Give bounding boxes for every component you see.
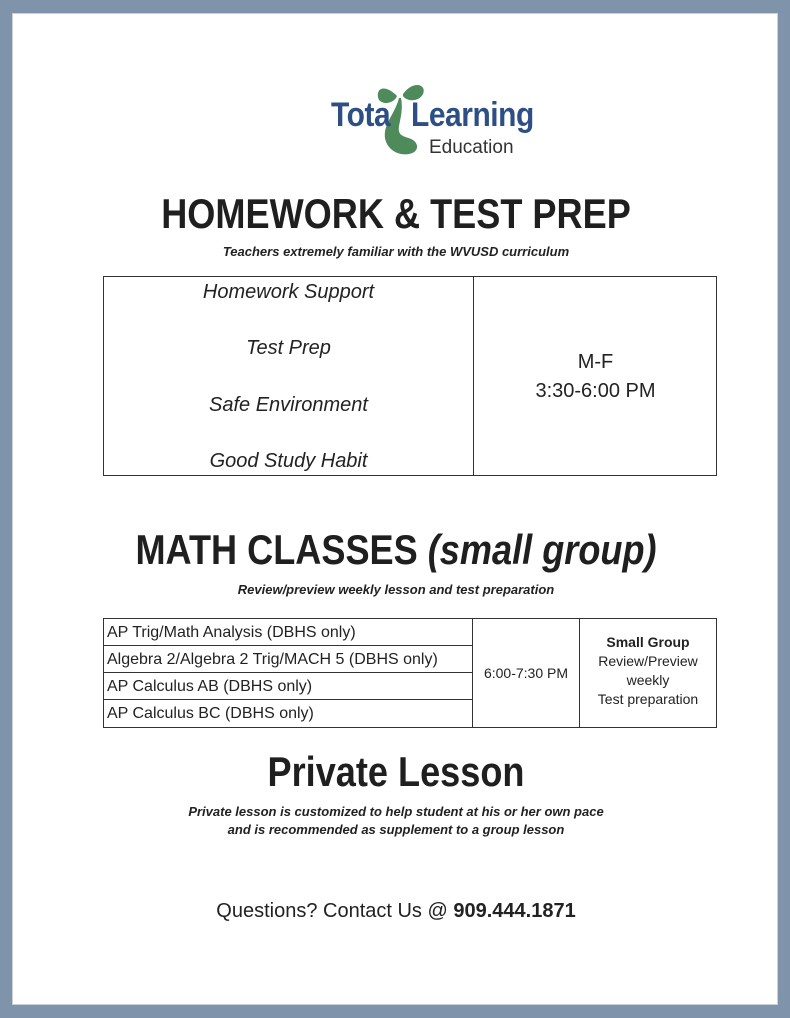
logo	[321, 80, 541, 180]
feature-item: Homework Support	[202, 281, 375, 303]
feature-item: Good Study Habit	[209, 450, 368, 472]
homework-title: HOMEWORK & TEST PREP	[161, 190, 631, 237]
math-time: 6:00-7:30 PM	[472, 619, 580, 727]
course-row: Algebra 2/Algebra 2 Trig/MACH 5 (DBHS only)	[104, 646, 472, 673]
math-detail	[580, 633, 716, 709]
homework-schedule	[474, 277, 717, 475]
logo-word-learning: Learning	[411, 96, 534, 134]
math-detail-line: weekly	[626, 672, 670, 688]
course-row: AP Calculus BC (DBHS only)	[107, 705, 314, 722]
logo-word-education: Education	[429, 137, 514, 158]
feature-item: Test Prep	[246, 337, 331, 359]
math-detail-line: Review/Preview	[598, 653, 698, 669]
homework-features	[104, 277, 474, 475]
contact-prefix: Questions? Contact Us @	[216, 900, 448, 922]
homework-subtitle: Teachers extremely familiar with the WVUSD curriculum	[222, 244, 570, 259]
flyer-page	[12, 13, 778, 1005]
logo-word-tota: Tota	[331, 96, 391, 134]
math-title	[67, 526, 726, 574]
private-title: Private Lesson	[267, 748, 525, 795]
math-subtitle: Review/preview weekly lesson and test preparation	[237, 582, 555, 597]
math-title-paren: (small group)	[427, 526, 657, 573]
feature-item: Safe Environment	[209, 394, 368, 416]
course-row: AP Trig/Math Analysis (DBHS only)	[104, 619, 472, 646]
homework-time: 3:30-6:00 PM	[535, 380, 656, 402]
homework-table	[103, 276, 717, 476]
math-detail-line: Test preparation	[597, 691, 699, 707]
private-line-1: Private lesson is customized to help student at his or her own pace	[188, 804, 604, 819]
math-table	[103, 618, 717, 728]
course-row: AP Calculus AB (DBHS only)	[104, 673, 472, 700]
math-detail-title: Small Group	[606, 634, 690, 650]
private-line-2: and is recommended as supplement to a group lesson	[227, 822, 565, 837]
math-title-main: MATH CLASSES	[135, 526, 418, 573]
homework-days: M-F	[577, 351, 614, 373]
contact-line	[13, 900, 779, 923]
contact-phone[interactable]: 909.444.1871	[453, 900, 576, 922]
